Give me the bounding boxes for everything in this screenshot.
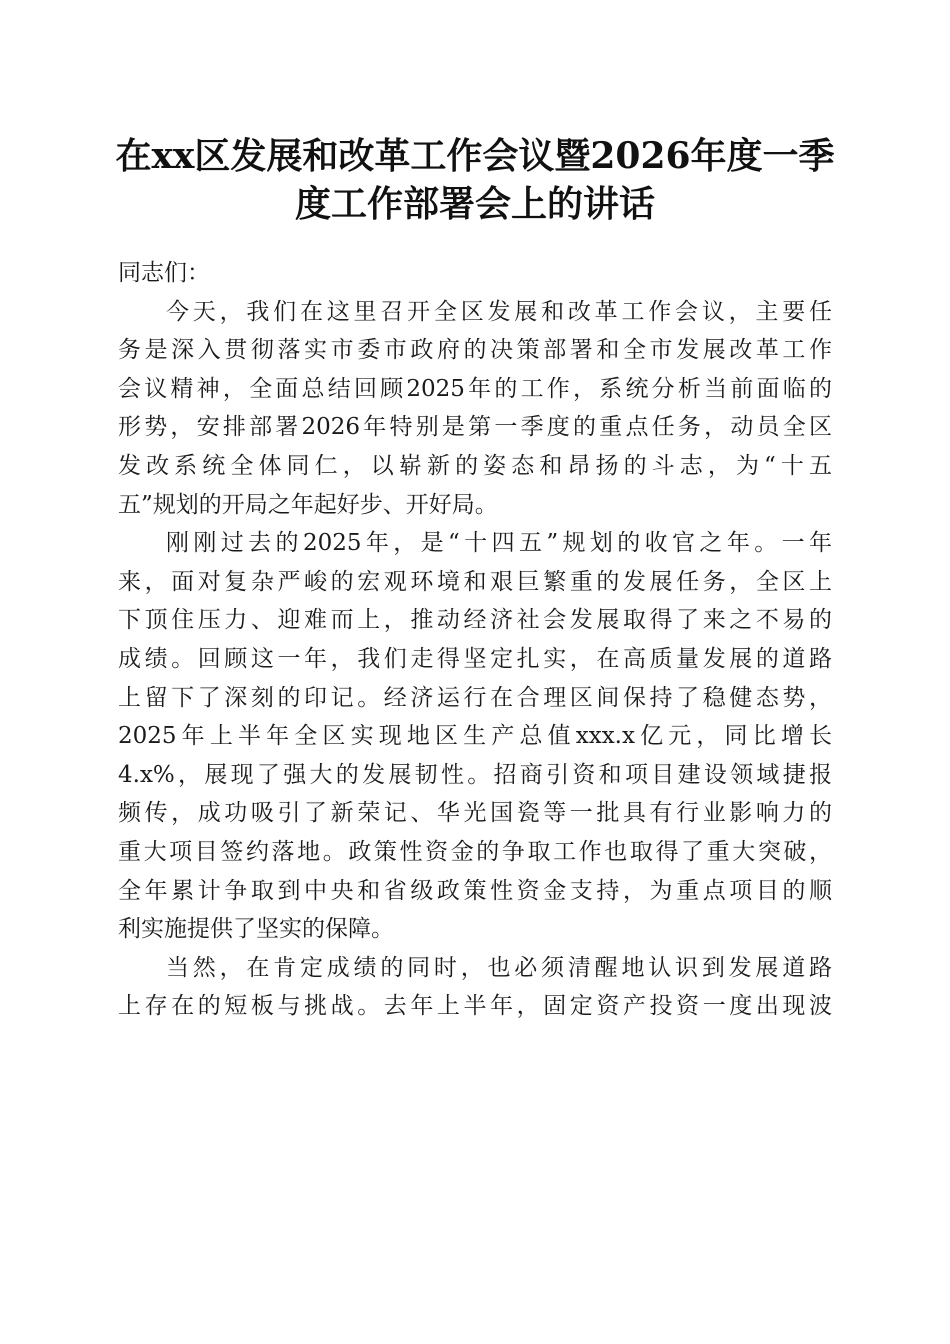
- paragraph-line: 发改系统全体同仁，以崭新的姿态和昂扬的斗志，为“十五: [118, 452, 832, 479]
- title-line-1: 在xx区发展和改革工作会议暨2026年度一季: [115, 135, 835, 177]
- paragraph-line: 来，面对复杂严峻的宏观环境和艰巨繁重的发展任务，全区上: [118, 568, 832, 595]
- document-title: [110, 132, 840, 228]
- paragraph-1: [118, 293, 832, 525]
- paragraph-line: 会议精神，全面总结回顾2025年的工作，系统分析当前面临的: [118, 375, 832, 402]
- paragraph-line: 今天，我们在这里召开全区发展和改革工作会议，主要任: [166, 298, 832, 325]
- paragraph-3: [118, 949, 832, 1026]
- paragraph-line: 成绩。回顾这一年，我们走得坚定扎实，在高质量发展的道路: [118, 645, 832, 672]
- paragraph-line: 形势，安排部署2026年特别是第一季度的重点任务，动员全区: [118, 414, 832, 441]
- document-body: [118, 254, 832, 1026]
- paragraph-line: 上存在的短板与挑战。去年上半年，固定资产投资一度出现波: [118, 993, 832, 1020]
- paragraph-line: 当然，在肯定成绩的同时，也必须清醒地认识到发展道路: [166, 954, 832, 981]
- paragraph-line: 下顶住压力、迎难而上，推动经济社会发展取得了来之不易的: [118, 607, 832, 634]
- paragraph-line: 4.x%，展现了强大的发展韧性。招商引资和项目建设领域捷报: [118, 761, 832, 788]
- paragraph-line: 刚刚过去的2025年，是“十四五”规划的收官之年。一年: [166, 530, 832, 557]
- title-line-2: 度工作部署会上的讲话: [294, 183, 655, 225]
- paragraph-line: 全年累计争取到中央和省级政策性资金支持，为重点项目的顺: [118, 877, 832, 904]
- paragraph-line: 五”规划的开局之年起好步、开好局。: [118, 491, 498, 518]
- paragraph-line: 重大项目签约落地。政策性资金的争取工作也取得了重大突破，: [118, 838, 832, 865]
- paragraph-line: 务是深入贯彻落实市委市政府的决策部署和全市发展改革工作: [118, 337, 832, 364]
- salutation: 同志们：: [118, 260, 210, 286]
- paragraph-line: 利实施提供了坚实的保障。: [118, 916, 394, 943]
- paragraph-line: 2025年上半年全区实现地区生产总值xxx.x亿元，同比增长: [118, 723, 832, 750]
- paragraph-line: 频传，成功吸引了新荣记、华光国瓷等一批具有行业影响力的: [118, 800, 832, 827]
- paragraph-line: 上留下了深刻的印记。经济运行在合理区间保持了稳健态势，: [118, 684, 832, 711]
- paragraph-2: [118, 524, 832, 949]
